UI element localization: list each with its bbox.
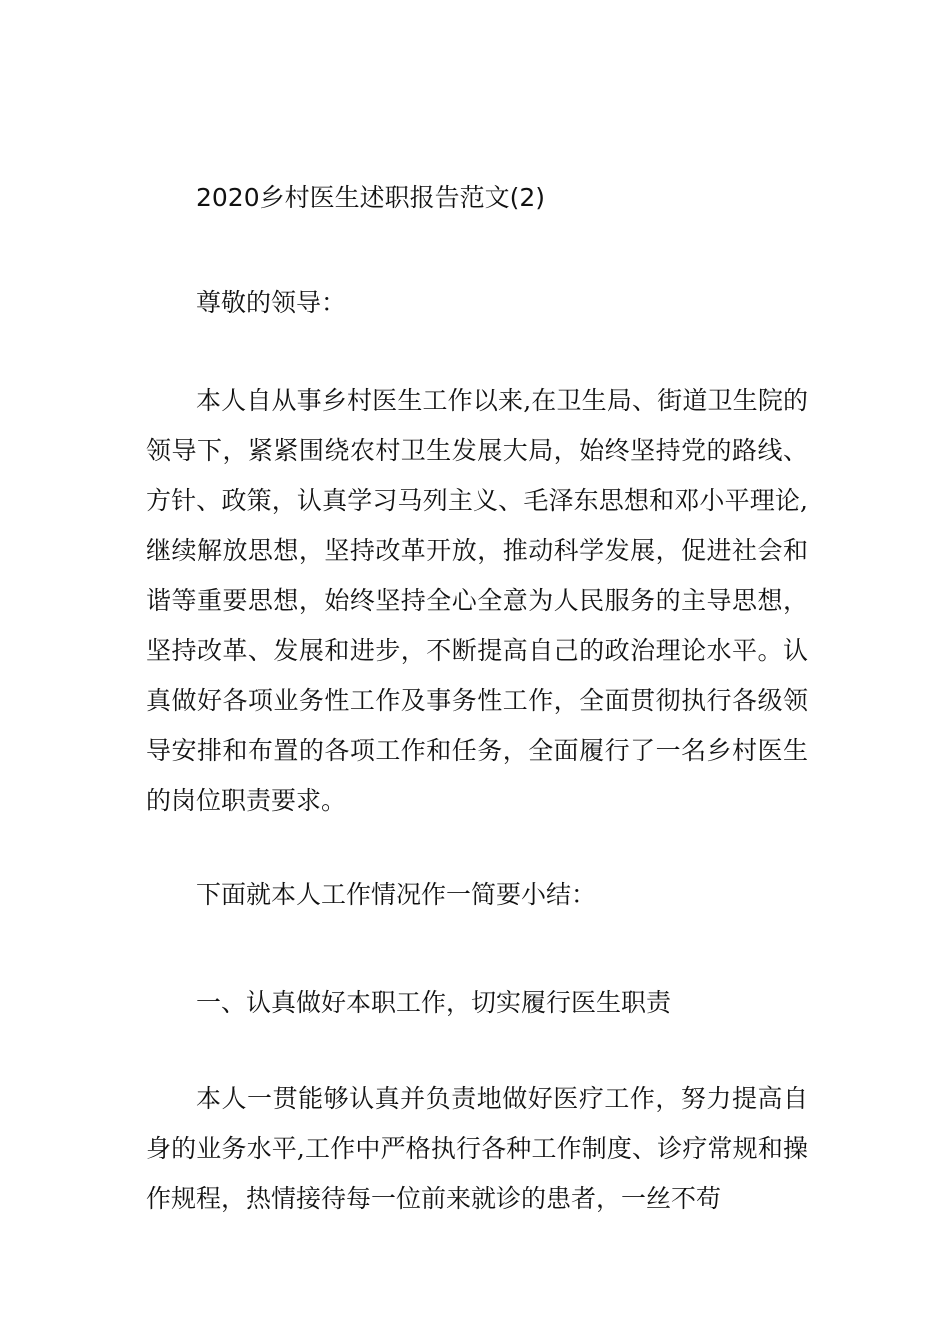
document-title: 2020乡村医生述职报告范文(2) bbox=[196, 183, 546, 212]
body-paragraph-1: 本人自从事乡村医生工作以来,在卫生局、街道卫生院的领导下，紧紧围绕农村卫生发展大局，始终坚持党的路线、方针、政策，认真学习马列主义、毛泽东思想和邓小平理论,继续解放思想，坚持改革开放，推动科学发展，促进社会和谐等重要思想，始终坚持全心全意为人民服务的主导思想，坚持改革、发展和进步，不断提高自己的政治理论水平。认真做好各项业务性工作及事务性工作，全面贯彻执行各级领导安排和布置的各项工作和任务，全面履行了一名乡村医生的岗位职责要求。 bbox=[146, 386, 808, 815]
section-heading-1: 一、认真做好本职工作，切实履行医生职责 bbox=[196, 988, 672, 1017]
salutation: 尊敬的领导： bbox=[196, 288, 347, 317]
body-paragraph-3: 本人一贯能够认真并负责地做好医疗工作，努力提高自身的业务水平,工作中严格执行各种工作制度、诊疗常规和操作规程，热情接待每一位前来就诊的患者，一丝不苟 bbox=[146, 1084, 808, 1213]
body-paragraph-2: 下面就本人工作情况作一简要小结： bbox=[196, 880, 597, 909]
